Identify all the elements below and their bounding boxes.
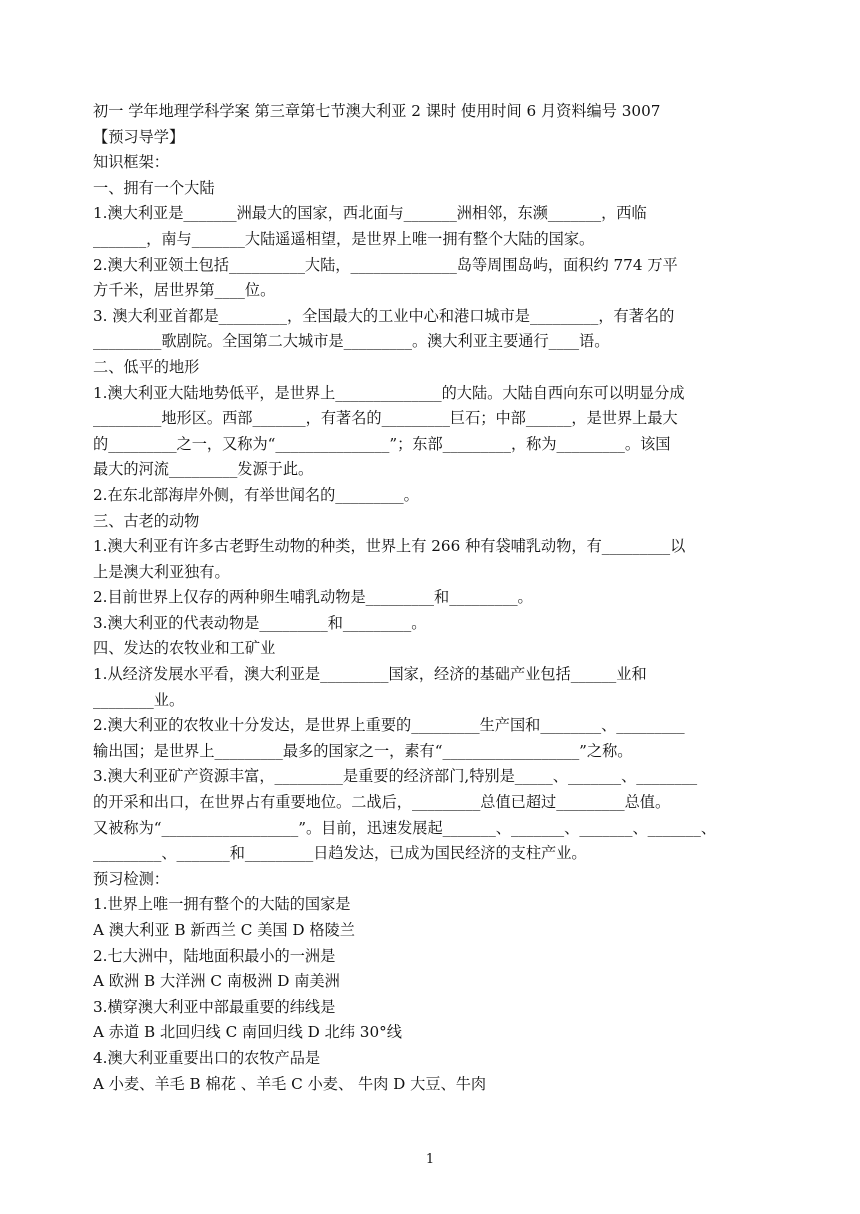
text-line: 的开采和出口，在世界占有重要地位。二战后，_________总值已超过_________总值。	[93, 793, 671, 812]
text-line: 2.目前世界上仅存的两种卵生哺乳动物是_________和_________。	[93, 588, 533, 607]
text-line: 3.横穿澳大利亚中部最重要的纬线是	[93, 997, 336, 1016]
text-line: 2.七大洲中，陆地面积最小的一洲是	[93, 946, 336, 965]
text-line: 1.澳大利亚有许多古老野生动物的种类，世界上有 266 种有袋哺乳动物，有_________以	[93, 537, 686, 556]
text-line: _________、_______和_________日趋发达，已成为国民经济的支柱产业。	[93, 844, 587, 863]
text-line: 4.澳大利亚重要出口的农牧产品是	[93, 1048, 321, 1067]
text-line: 1.澳大利亚是_______洲最大的国家，西北面与_______洲相邻，东濒_______，西临	[93, 204, 647, 223]
text-line: 知识框架：	[93, 153, 169, 172]
page-number: 1	[425, 1152, 435, 1167]
text-line: 预习检测：	[93, 869, 169, 888]
text-line: 四、发达的农牧业和工矿业	[93, 639, 276, 658]
text-line: 初一 学年地理学科学案 第三章第七节澳大利亚 2 课时 使用时间 6 月资料编号 3007	[93, 102, 661, 120]
text-line: A 澳大利亚 B 新西兰 C 美国 D 格陵兰	[93, 921, 355, 939]
text-line: 2.澳大利亚的农牧业十分发达，是世界上重要的_________生产国和________、_________	[93, 716, 685, 735]
text-line: A 赤道 B 北回归线 C 南回归线 D 北纬 30°线	[93, 1023, 402, 1042]
text-line: 3. 澳大利亚首都是_________，全国最大的工业中心和港口城市是_________，有著名的	[93, 306, 675, 325]
text-line: 最大的河流_________发源于此。	[93, 460, 314, 479]
text-line: _________歌剧院。全国第二大城市是_________。澳大利亚主要通行____语。	[93, 332, 610, 351]
text-line: 1.世界上唯一拥有整个的大陆的国家是	[93, 895, 351, 914]
text-line: 3.澳大利亚矿产资源丰富，_________是重要的经济部门,特别是_____、_______、________	[93, 767, 698, 786]
text-line: A 欧洲 B 大洋洲 C 南极洲 D 南美洲	[93, 972, 340, 991]
text-line: 上是澳大利亚独有。	[93, 562, 230, 581]
text-line: 3.澳大利亚的代表动物是_________和_________。	[93, 613, 427, 632]
text-line: 三、古老的动物	[93, 511, 200, 530]
text-line: A 小麦、羊毛 B 棉花 、羊毛 C 小麦、 牛肉 D 大豆、牛肉	[93, 1074, 487, 1093]
text-line: 2.澳大利亚领土包括__________大陆，______________岛等周围岛屿，面积约 774 万平	[93, 255, 678, 274]
text-line: 输出国；是世界上_________最多的国家之一，素有“__________________”之称。	[93, 741, 633, 760]
text-line: _______，南与_______大陆遥遥相望，是世界上唯一拥有整个大陆的国家。	[93, 229, 595, 248]
text-line: 2.在东北部海岸外侧，有举世闻名的_________。	[93, 485, 419, 504]
text-line: ________业。	[93, 690, 185, 709]
text-line: 1.澳大利亚大陆地势低平，是世界上______________的大陆。大陆自西向东可以明显分成	[93, 383, 685, 402]
text-line: 一、拥有一个大陆	[93, 178, 215, 197]
text-line: 二、低平的地形	[93, 357, 200, 376]
text-line: 1.从经济发展水平看，澳大利亚是_________国家，经济的基础产业包括______业和	[93, 665, 647, 684]
text-line: 方千米，居世界第____位。	[93, 281, 276, 300]
text-line: 的_________之一，又称为“_______________”；东部_________，称为_________。该国	[93, 434, 671, 453]
text-line: _________地形区。西部_______，有著名的_________巨石；中部______，是世界上最大	[93, 409, 678, 428]
text-line: 【预习导学】	[93, 127, 185, 146]
text-line: 又被称为“__________________”。目前，迅速发展起_______、_______、_______、_______、	[93, 818, 717, 837]
document-body	[93, 99, 773, 1097]
